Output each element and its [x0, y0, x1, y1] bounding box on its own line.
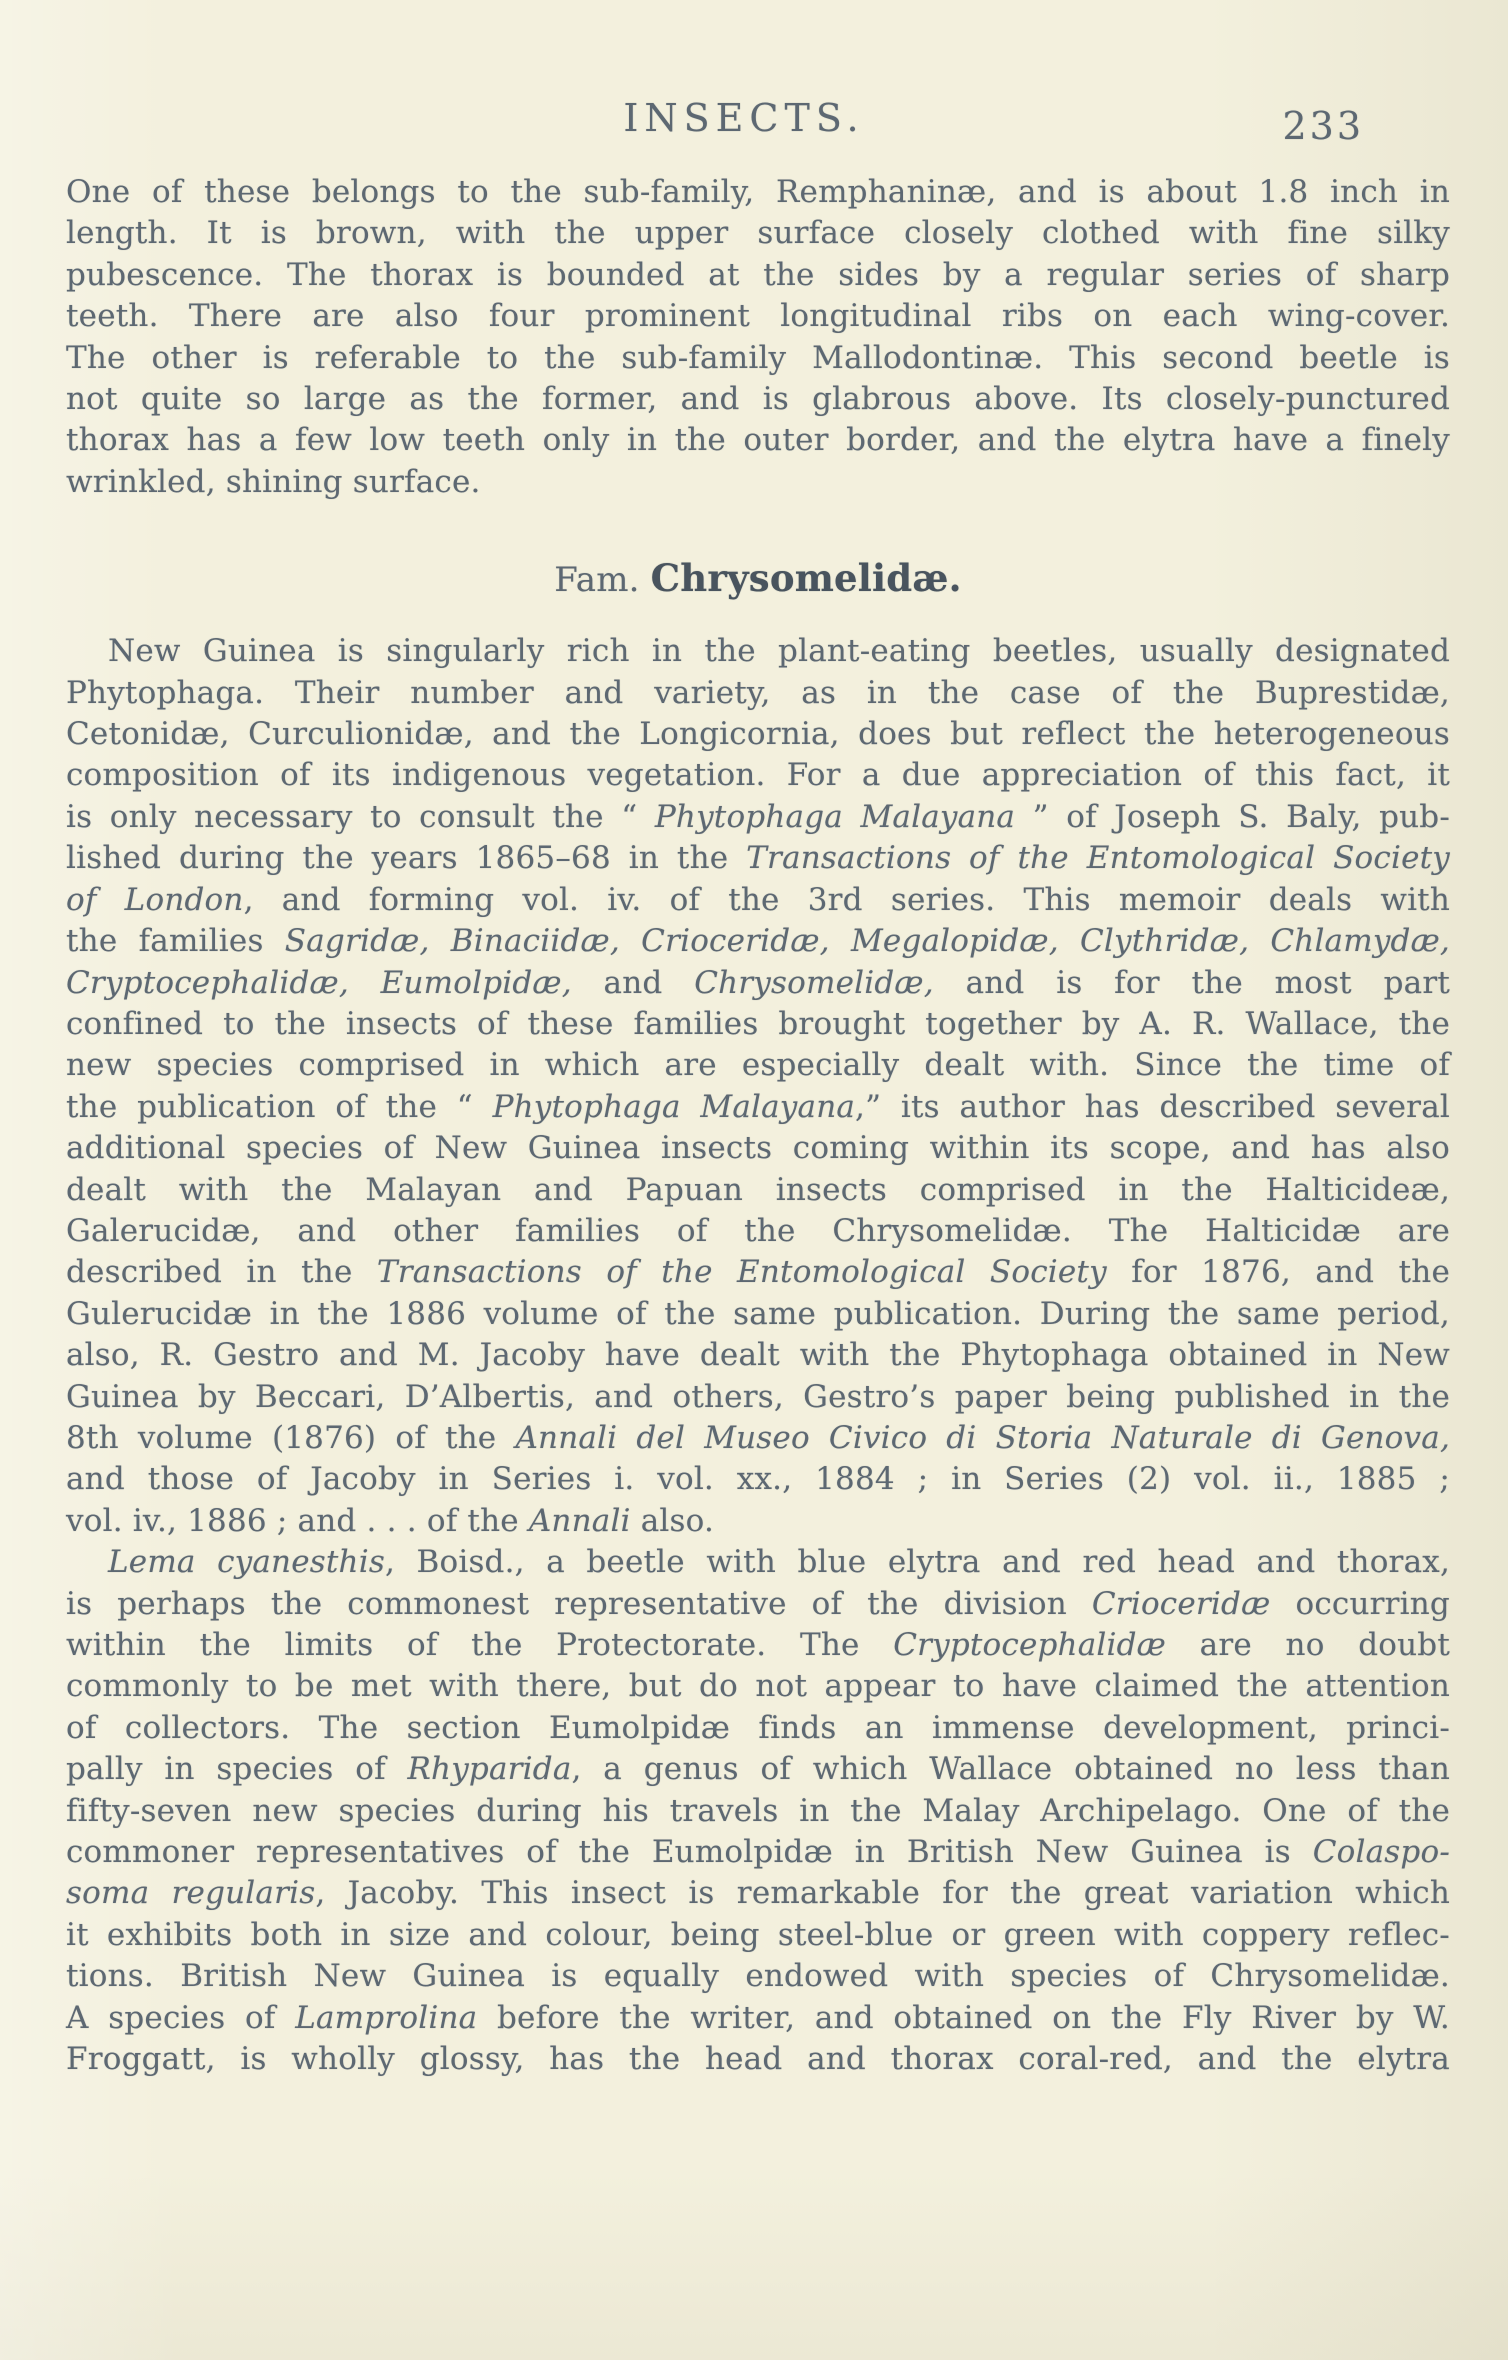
body-text-segment: confined to the insects of these families brought together by A. R. Wallace, the [66, 1005, 1450, 1042]
section-heading-family: Chrysomelidæ. [650, 556, 962, 601]
body-text-segment: also, R. Gestro and M. Jacoby have dealt with the Phytophaga obtained in New [66, 1337, 1450, 1374]
body-text-segment: The other is referable to the sub-family Mallodontinæ. This second beetle is [66, 339, 1450, 376]
text-line [66, 1791, 1450, 1832]
text-line [66, 172, 1450, 213]
body-text-segment: One of these belongs to the sub-family, Remphaninæ, and is about 1.8 inch in [66, 174, 1450, 210]
section-heading-prefix: Fam. [554, 560, 640, 601]
body-text-segment: lished during the years 1865–68 in the [66, 840, 747, 877]
paragraph [66, 1542, 1450, 2080]
text-line [66, 1915, 1450, 1956]
page-title: INSECTS. [623, 96, 865, 140]
body-text-segment: and [571, 964, 695, 1001]
text-line [66, 1584, 1450, 1625]
text-line [66, 1873, 1450, 1914]
text-line [66, 1625, 1450, 1666]
body-text-segment: not quite so large as the former, and is glabrous above. Its closely-punctured [66, 381, 1450, 418]
body-text-segment: is perhaps the commonest representative of the division [66, 1585, 1092, 1622]
text-line [66, 1170, 1450, 1211]
body-text-segment: the families [66, 923, 285, 960]
paragraph [66, 631, 1450, 1542]
body-text-segment: thorax has a few low teeth only in the outer border, and the elytra have a finely [66, 422, 1450, 459]
text-line [66, 255, 1450, 296]
italic-text: Transactions of the Entomological Society [376, 1254, 1107, 1291]
body-text-segment: occurring [1270, 1585, 1450, 1622]
text-line [66, 1252, 1450, 1293]
text-line [66, 213, 1450, 254]
text-line [66, 1128, 1450, 1169]
text-line [66, 1542, 1450, 1583]
body-text-segment: it exhibits both in size and colour, being steel-blue or green with coppery reflec- [66, 1916, 1450, 1953]
text-line [66, 797, 1450, 838]
text-line [66, 1418, 1450, 1459]
italic-text: Lamprolina [295, 1999, 478, 2036]
body-text-segment: teeth. There are also four prominent longitudinal ribs on each wing-cover. [66, 298, 1450, 335]
paragraph-group-top [66, 172, 1450, 503]
text-line [66, 755, 1450, 796]
text-line [66, 338, 1450, 379]
body-text-segment: , and forming vol. iv. of the 3rd series. This memoir deals with [243, 881, 1451, 918]
body-text-segment: Cetonidæ, Curculionidæ, and the Longicornia, does but reflect the heterogeneous [66, 716, 1450, 753]
text-line [66, 1087, 1450, 1128]
italic-text: Transactions of the Entomological Society [746, 840, 1450, 877]
body-text-segment: composition of its indigenous vegetation. For a due appreciation of this fact, it [66, 757, 1450, 794]
body-text-segment: is only necessary to consult the “ [66, 798, 655, 835]
body-text-segment: tions. British New Guinea is equally endowed with species of Chrysomelidæ. [66, 1958, 1450, 1995]
text-line [66, 1045, 1450, 1086]
body-text-segment: length. It is brown, with the upper surface closely clothed with fine silky [66, 215, 1450, 252]
italic-text: Sagridæ, Binaciidæ, Crioceridæ, Megalopidæ, Clythridæ, Chlamydæ, [284, 923, 1450, 960]
body-text-segment: within the limits of the Protectorate. The [66, 1627, 894, 1663]
text-line [66, 1666, 1450, 1707]
body-text-segment: fifty-seven new species during his travels in the Malay Archipelago. One of the [66, 1792, 1450, 1829]
text-line [66, 1501, 1450, 1542]
body-text-segment: Phytophaga. Their number and variety, as in the case of the Buprestidæ, [66, 674, 1450, 711]
body-text-segment: for 1876, and the [1106, 1254, 1451, 1291]
text-line [66, 296, 1450, 337]
italic-text: Cryptocephalidæ [893, 1627, 1167, 1663]
body-text-segment: Guinea by Beccari, D’Albertis, and others, Gestro’s paper being published in the [66, 1378, 1450, 1415]
italic-text: Phytophaga Malayana [654, 798, 1016, 835]
running-header [0, 96, 1508, 146]
text-line [66, 673, 1450, 714]
text-line [66, 1749, 1450, 1790]
text-line [66, 1335, 1450, 1376]
paragraph [66, 172, 1450, 503]
body-text-segment: , Jacoby. This insect is remarkable for the great variation which [315, 1875, 1450, 1912]
text-line [66, 1708, 1450, 1749]
body-text-segment: vol. iv., 1886 ; and . . . of the [66, 1502, 529, 1539]
body-text-segment: commoner representatives of the Eumolpidæ in British New Guinea is [66, 1834, 1313, 1871]
italic-text: Colaspo- [1312, 1834, 1450, 1871]
body-text-segment: the publication of the “ [66, 1088, 493, 1125]
text-line [66, 1459, 1450, 1500]
body-text-segment: of collectors. The section Eumolpidæ finds an immense development, princi- [66, 1709, 1450, 1746]
italic-text: Chrysomelidæ, [694, 964, 934, 1001]
text-line [66, 1211, 1450, 1252]
body-text-segment: A species of [66, 1999, 296, 2036]
body-text-segment: commonly to be met with there, but do not appear to have claimed the attention [66, 1668, 1450, 1705]
text-line [66, 838, 1450, 879]
text-line [66, 631, 1450, 672]
paragraph-group-bottom [66, 631, 1450, 2080]
text-line [66, 1004, 1450, 1045]
italic-text: of London [66, 881, 244, 918]
page-number: 233 [1282, 104, 1364, 148]
body-text-segment: Gulerucidæ in the 1886 volume of the same publication. During the same period, [66, 1295, 1450, 1332]
italic-text: Rhyparida [407, 1751, 572, 1788]
text-line [66, 1832, 1450, 1873]
body-text-segment: Froggatt, is wholly glossy, has the head and thorax coral-red, and the elytra [66, 2041, 1450, 2078]
body-text-segment: before the writer, and obtained on the Fly River by W. [477, 1999, 1450, 2036]
body-text-segment: New Guinea is singularly rich in the plant-eating beetles, usually designated [108, 633, 1450, 670]
body-text-segment: pubescence. The thorax is bounded at the sides by a regular series of sharp [66, 256, 1450, 293]
text-line [66, 1956, 1450, 1997]
body-text-segment: described in the [66, 1254, 377, 1291]
text-line [66, 880, 1450, 921]
body-text-segment: pally in species of [66, 1751, 408, 1788]
text-line [66, 462, 1450, 503]
text-line [66, 1998, 1450, 2039]
italic-text: Cryptocephalidæ, Eumolpidæ, [66, 964, 572, 1001]
body-text-segment: additional species of New Guinea insects coming within its scope, and has also [66, 1130, 1450, 1167]
italic-text: soma regularis [66, 1875, 316, 1912]
body-text-segment: ,” its author has described several [855, 1088, 1450, 1125]
body-text-segment: , Boisd., a beetle with blue elytra and red head and thorax, [384, 1544, 1450, 1581]
text-line [66, 379, 1450, 420]
body-text-segment: Galerucidæ, and other families of the Chrysomelidæ. The Halticidæ are [66, 1212, 1450, 1249]
body-text-segment: new species comprised in which are especially dealt with. Since the time of [66, 1047, 1450, 1084]
body-text-segment: and is for the most part [933, 964, 1450, 1001]
body-text [66, 172, 1450, 2080]
section-heading [66, 553, 1450, 605]
body-text-segment: 8th volume (1876) of the [66, 1419, 516, 1456]
body-text-segment: and those of Jacoby in Series i. vol. xx., 1884 ; in Series (2) vol. ii., 1885 ; [66, 1461, 1450, 1498]
body-text-segment: ” of Joseph S. Baly, pub- [1015, 798, 1451, 835]
body-text-segment: wrinkled, shining surface. [66, 463, 481, 500]
italic-text: Annali [528, 1502, 631, 1539]
text-line [66, 1294, 1450, 1335]
text-line [66, 2039, 1450, 2080]
italic-text: Crioceridæ [1091, 1585, 1271, 1622]
body-text-segment: dealt with the Malayan and Papuan insects comprised in the Halticideæ, [66, 1171, 1450, 1208]
body-text-segment: also. [630, 1502, 715, 1539]
text-line [66, 420, 1450, 461]
italic-text: Phytophaga Malayana [492, 1088, 856, 1125]
text-line [66, 963, 1450, 1004]
text-line [66, 921, 1450, 962]
italic-text: Lema cyanesthis [108, 1544, 385, 1581]
text-line [66, 714, 1450, 755]
body-text-segment: are no doubt [1166, 1627, 1450, 1663]
body-text-segment: , a genus of which Wallace obtained no less than [571, 1751, 1451, 1788]
italic-text: Annali del Museo Civico di Storia Naturale di Genova, [515, 1419, 1450, 1456]
text-line [66, 1377, 1450, 1418]
